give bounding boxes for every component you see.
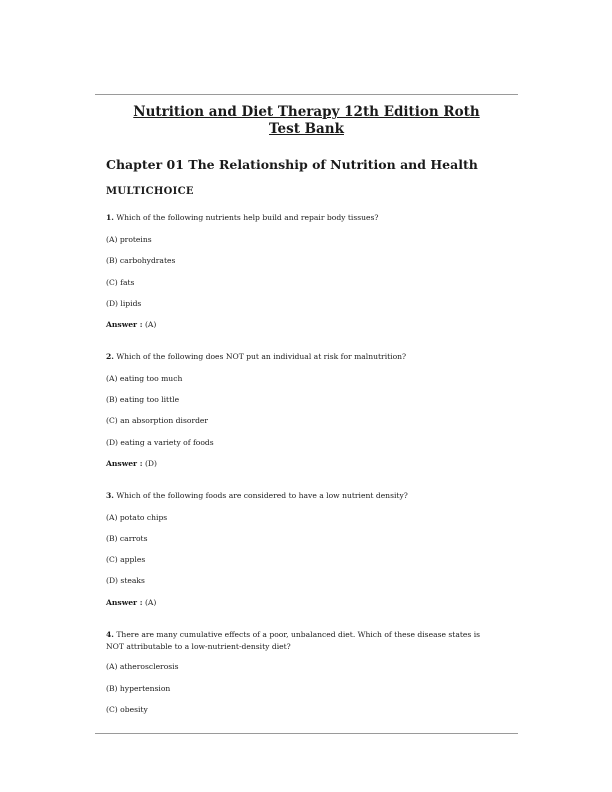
option: (B) eating too little	[106, 395, 180, 404]
answer	[106, 319, 506, 330]
bottom-divider	[95, 733, 518, 734]
option: (D) eating a variety of foods	[106, 438, 214, 447]
answer-value: (D)	[144, 459, 157, 468]
answer-label: Answer :	[106, 320, 143, 329]
answer	[106, 458, 506, 469]
question-number: 2.	[106, 352, 114, 361]
option: (B) hypertension	[106, 684, 171, 693]
question-4	[106, 629, 506, 640]
option: (A) proteins	[106, 235, 152, 244]
top-divider	[95, 94, 518, 95]
answer-label: Answer :	[106, 598, 143, 607]
question-1	[106, 212, 506, 223]
question-text: Which of the following does NOT put an individual at risk for malnutrition?	[116, 352, 407, 361]
document-title	[95, 104, 518, 138]
option: (B) carrots	[106, 534, 148, 543]
question-number: 1.	[106, 213, 114, 222]
option: (C) apples	[106, 555, 146, 564]
option: (A) eating too much	[106, 374, 183, 383]
option: (A) potato chips	[106, 513, 168, 522]
answer-value: (A)	[144, 320, 157, 329]
answer	[106, 597, 506, 608]
answer-label: Answer :	[106, 459, 143, 468]
question-number: 4.	[106, 630, 114, 639]
question-text: Which of the following foods are considered to have a low nutrient density?	[116, 491, 408, 500]
question-2	[106, 351, 506, 362]
question-text: Which of the following nutrients help build and repair body tissues?	[116, 213, 379, 222]
title-line-2: Test Bank	[269, 121, 344, 137]
question-number: 3.	[106, 491, 114, 500]
title-line-1: Nutrition and Diet Therapy 12th Edition Roth	[133, 104, 480, 120]
option: (C) fats	[106, 278, 135, 287]
question-text-line-2: NOT attributable to a low-nutrient-density diet?	[106, 642, 291, 651]
option: (B) carbohydrates	[106, 256, 176, 265]
answer-value: (A)	[144, 598, 157, 607]
option: (C) obesity	[106, 705, 148, 714]
chapter-heading: Chapter 01 The Relationship of Nutrition and Health	[106, 157, 478, 172]
option: (D) steaks	[106, 576, 145, 585]
option: (C) an absorption disorder	[106, 416, 209, 425]
section-heading: MULTICHOICE	[106, 186, 194, 197]
question-text-line-1: There are many cumulative effects of a poor, unbalanced diet. Which of these disease states is	[116, 630, 481, 639]
option: (D) lipids	[106, 299, 142, 308]
question-3	[106, 490, 506, 501]
option: (A) atherosclerosis	[106, 662, 179, 671]
